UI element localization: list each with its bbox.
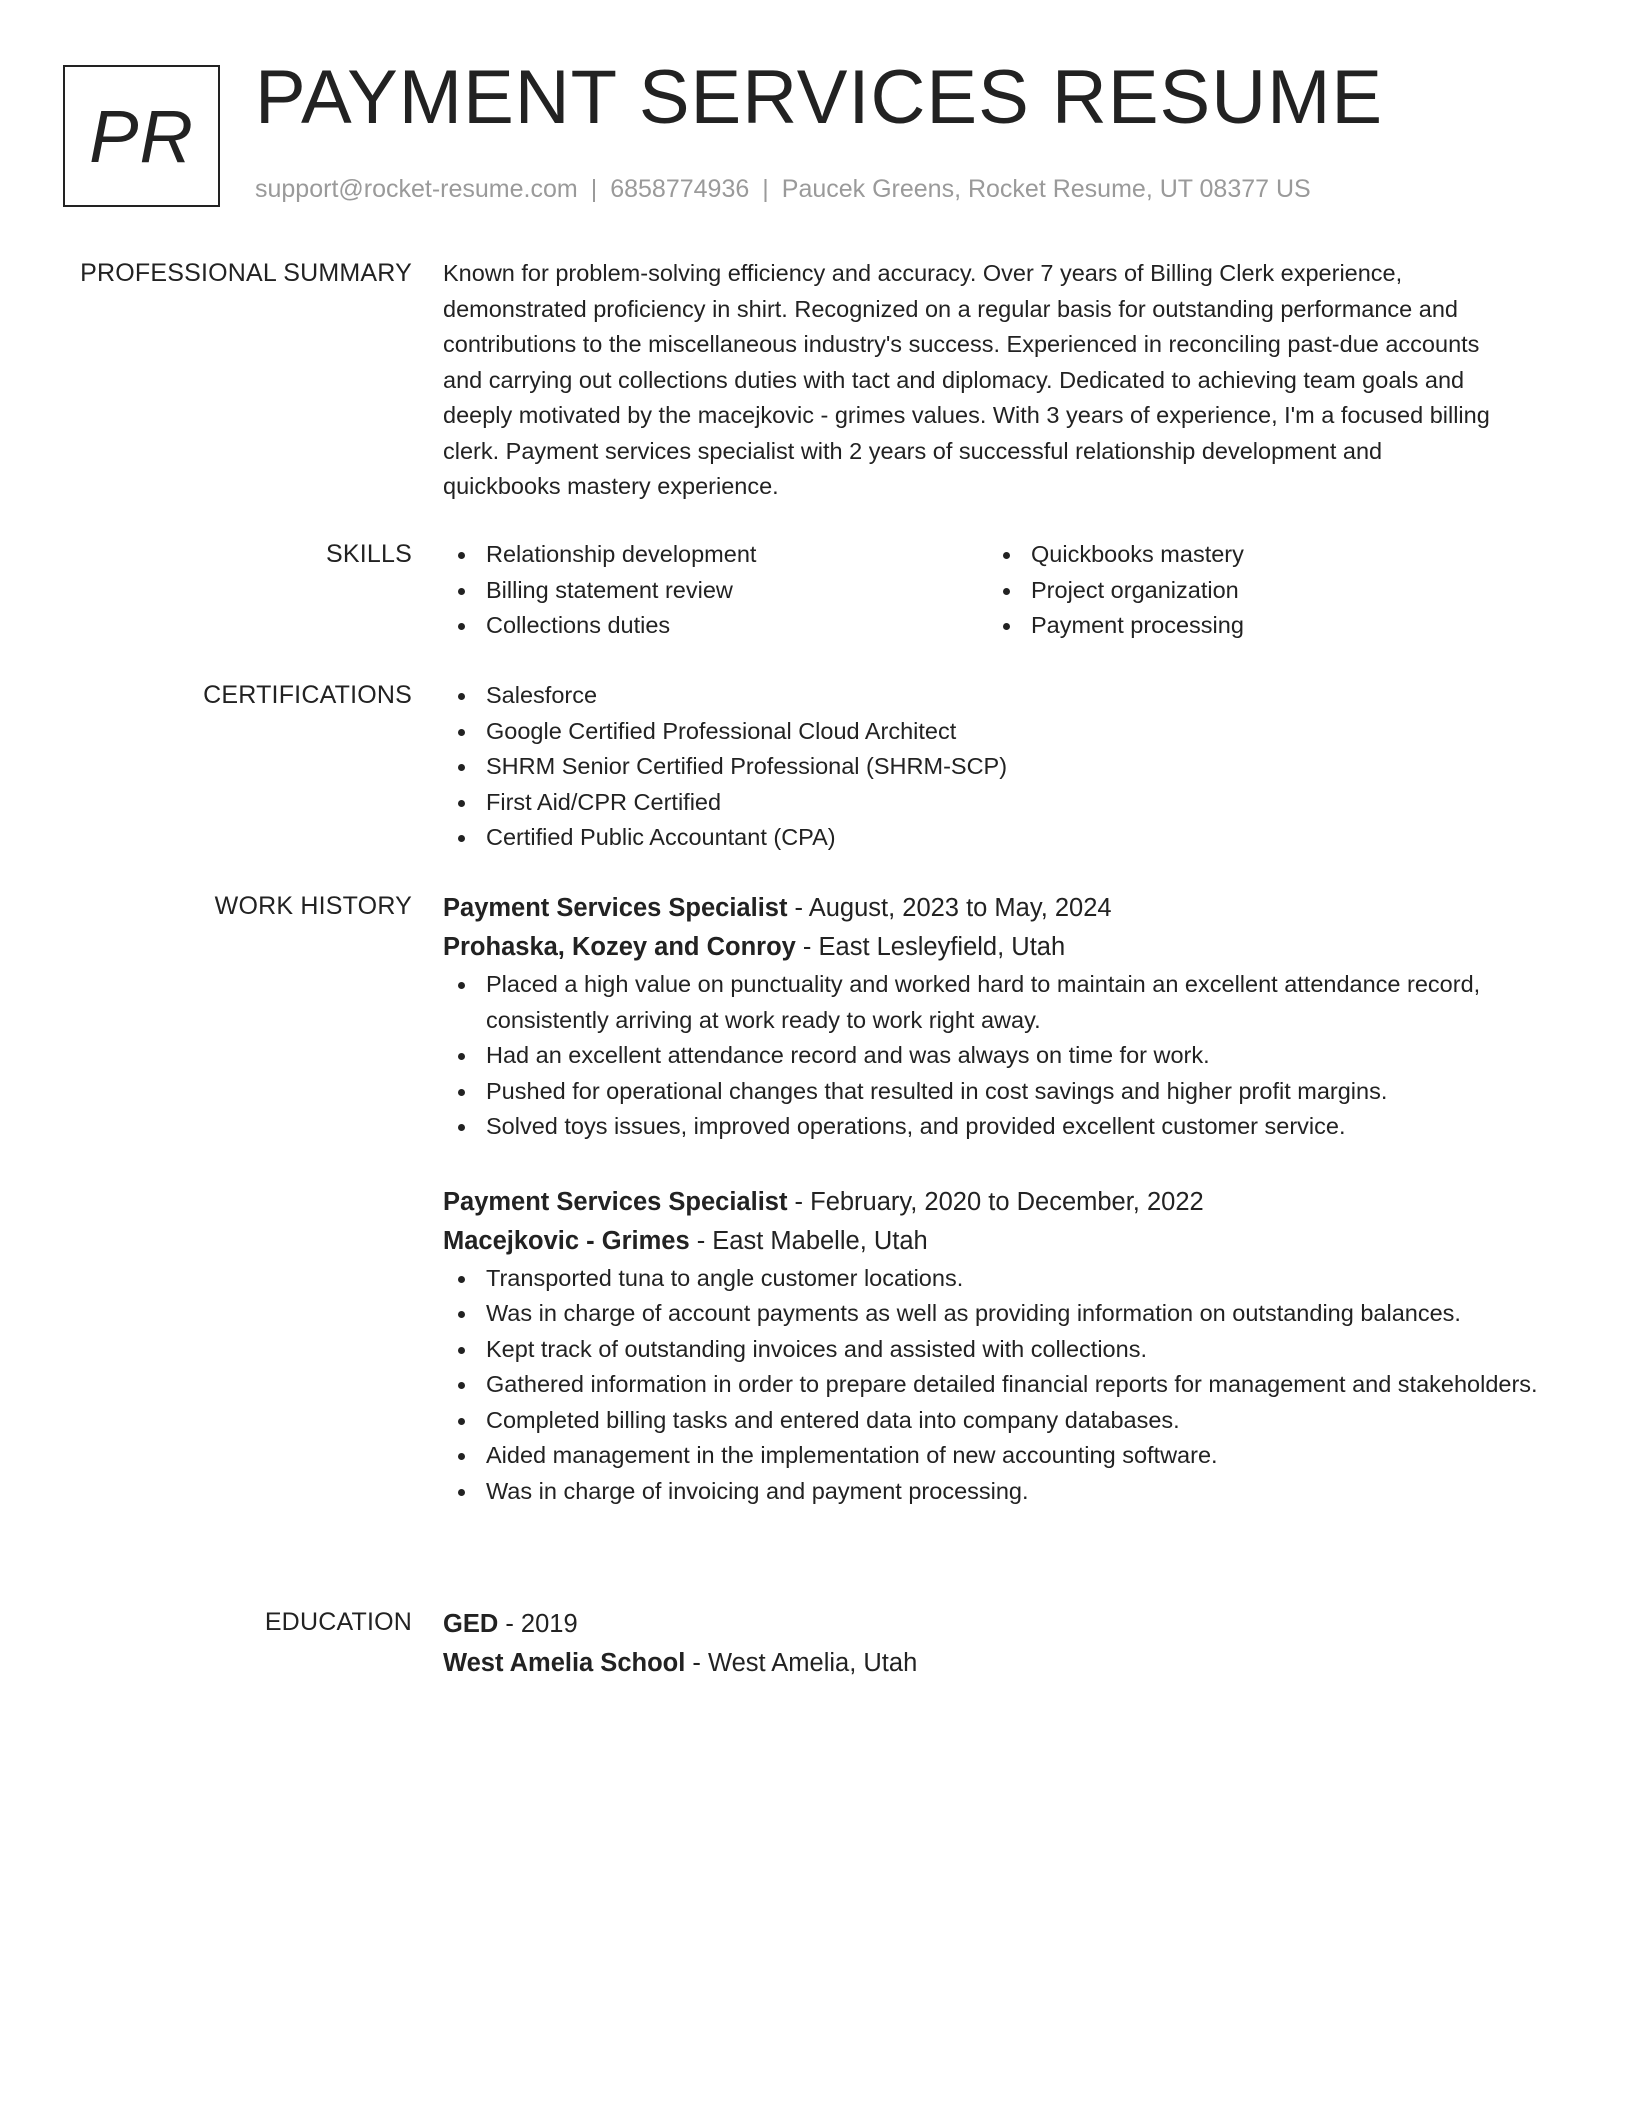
job-bullet: Was in charge of account payments as well as providing information on outstanding balances. xyxy=(443,1296,1543,1332)
certifications-list xyxy=(443,678,1543,856)
monogram-badge xyxy=(63,65,220,207)
section-label-summary: PROFESSIONAL SUMMARY xyxy=(80,259,412,287)
skill-item: Payment processing xyxy=(988,608,1533,644)
skill-item: Collections duties xyxy=(443,608,988,644)
summary-line: deeply motivated by the macejkovic - grimes values. With 3 years of experience, I'm a focused billing xyxy=(443,402,1490,428)
skills-list-left xyxy=(443,537,988,644)
education-body xyxy=(443,1605,1543,1683)
education-degree-line xyxy=(443,1605,1543,1644)
skill-item: Relationship development xyxy=(443,537,988,573)
job-bullet: Pushed for operational changes that resulted in cost savings and higher profit margins. xyxy=(443,1074,1543,1110)
skills-list-right xyxy=(988,537,1533,644)
certification-item: Salesforce xyxy=(443,678,1543,714)
contact-phone: 6858774936 xyxy=(610,175,750,203)
job-company: Prohaska, Kozey and Conroy xyxy=(443,933,796,961)
job-bullet: Placed a high value on punctuality and worked hard to maintain an excellent attendance record, consistently arriving at work ready to work right away. xyxy=(443,967,1543,1038)
job-location: - East Lesleyfield, Utah xyxy=(795,933,1066,961)
job-location: - East Mabelle, Utah xyxy=(689,1226,928,1255)
education-year: - 2019 xyxy=(498,1610,578,1638)
job-company-line xyxy=(443,1222,1543,1261)
section-label-work-history: WORK HISTORY xyxy=(214,892,412,920)
resume-title: PAYMENT SERVICES RESUME xyxy=(255,55,1384,140)
job-bullet: Was in charge of invoicing and payment processing. xyxy=(443,1474,1543,1510)
certification-item: First Aid/CPR Certified xyxy=(443,785,1543,821)
job-bullet: Solved toys issues, improved operations, and provided excellent customer service. xyxy=(443,1109,1543,1145)
job-entry xyxy=(443,889,1543,1145)
contact-email: support@rocket-resume.com xyxy=(255,175,578,203)
certification-item: SHRM Senior Certified Professional (SHRM-SCP) xyxy=(443,749,1543,785)
job-company: Macejkovic - Grimes xyxy=(443,1226,690,1255)
job-entry xyxy=(443,1183,1543,1510)
section-label-education: EDUCATION xyxy=(264,1608,412,1636)
skill-item: Quickbooks mastery xyxy=(988,537,1533,573)
work-history-body xyxy=(443,889,1543,1509)
job-bullet: Aided management in the implementation of new accounting software. xyxy=(443,1438,1543,1474)
summary-line: clerk. Payment services specialist with 2 years of successful relationship development and xyxy=(443,437,1383,464)
contact-separator: | xyxy=(590,175,598,203)
summary-text xyxy=(443,256,1543,505)
summary-body xyxy=(443,256,1543,505)
job-title-line xyxy=(443,1183,1543,1222)
certifications-body xyxy=(443,678,1543,856)
summary-line: quickbooks mastery experience. xyxy=(443,473,779,499)
job-bullet: Had an excellent attendance record and was always on time for work. xyxy=(443,1038,1543,1074)
summary-line: demonstrated proficiency in shirt. Recognized on a regular basis for outstanding performance and xyxy=(443,295,1458,322)
job-bullet-list xyxy=(443,967,1543,1145)
section-label-certifications: CERTIFICATIONS xyxy=(203,681,412,709)
job-company-line xyxy=(443,928,1543,967)
education-school-line xyxy=(443,1644,1543,1683)
job-bullet: Gathered information in order to prepare detailed financial reports for management and stakeholders. xyxy=(443,1367,1543,1403)
job-bullet-list xyxy=(443,1261,1543,1510)
skills-body xyxy=(443,537,1543,644)
section-label-skills: SKILLS xyxy=(326,540,412,568)
summary-line: and carrying out collections duties with tact and diplomacy. Dedicated to achieving team goals and xyxy=(443,366,1465,393)
summary-line: Known for problem-solving efficiency and accuracy. Over 7 years of Billing Clerk experience, xyxy=(443,260,1403,286)
education-location: - West Amelia, Utah xyxy=(685,1649,918,1677)
job-bullet: Kept track of outstanding invoices and assisted with collections. xyxy=(443,1332,1543,1368)
job-title-line xyxy=(443,889,1543,928)
job-dates: - August, 2023 to May, 2024 xyxy=(787,894,1112,922)
summary-line: contributions to the miscellaneous industry's success. Experienced in reconciling past-due accounts xyxy=(443,331,1480,357)
skill-item: Billing statement review xyxy=(443,573,988,609)
job-title: Payment Services Specialist xyxy=(443,894,788,922)
job-bullet: Completed billing tasks and entered data into company databases. xyxy=(443,1403,1543,1439)
job-dates: - February, 2020 to December, 2022 xyxy=(787,1187,1204,1216)
education-degree: GED xyxy=(443,1610,499,1638)
monogram-text: PR xyxy=(89,94,194,178)
skill-item: Project organization xyxy=(988,573,1533,609)
certification-item: Certified Public Accountant (CPA) xyxy=(443,820,1543,856)
contact-separator: | xyxy=(762,175,769,203)
contact-line xyxy=(255,174,1311,204)
job-title: Payment Services Specialist xyxy=(443,1187,788,1216)
education-school: West Amelia School xyxy=(443,1649,686,1677)
certification-item: Google Certified Professional Cloud Architect xyxy=(443,714,1543,750)
job-bullet: Transported tuna to angle customer locations. xyxy=(443,1261,1543,1297)
contact-address: Paucek Greens, Rocket Resume, UT 08377 US xyxy=(781,175,1311,203)
